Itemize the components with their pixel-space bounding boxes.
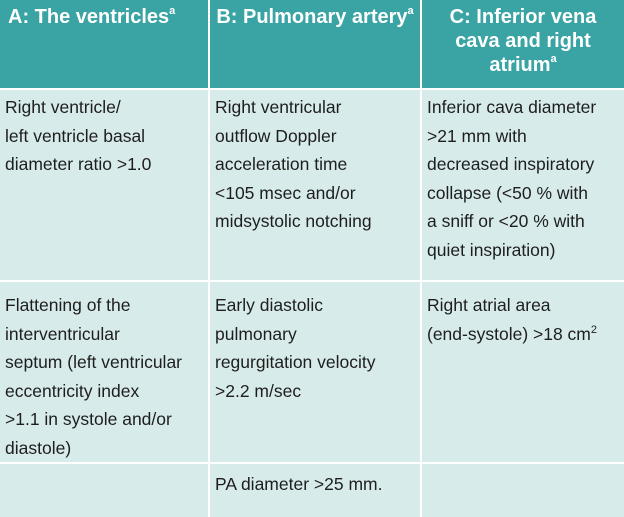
header-row bbox=[0, 0, 624, 89]
table-row bbox=[0, 463, 624, 517]
cell-rvot-acceleration: Right ventricular outflow Doppler acceleration time <105 msec and/or midsystolic notching bbox=[209, 89, 421, 281]
table-row bbox=[0, 281, 624, 463]
header-ivc-right-atrium: C: Inferior vena cava and right atrium$^a$ bbox=[421, 0, 624, 89]
cell-ivc-diameter: Inferior cava diameter >21 mm with decreased inspiratory collapse (<50 % with a sniff or <20 % with quiet inspiration) bbox=[421, 89, 624, 281]
cell-right-atrial-area: Right atrial area (end-systole) >18 $cm^2$ bbox=[421, 281, 624, 463]
cell-septum-flattening: Flattening of the interventricular septum (left ventricular eccentricity index >1.1 in systole and/or diastole) bbox=[0, 281, 209, 463]
cell-pa-diameter: PA diameter >25 mm. bbox=[209, 463, 421, 517]
header-pulmonary-artery: B: Pulmonary artery$^a$ bbox=[209, 0, 421, 89]
cell-rv-lv-ratio: Right ventricle/ left ventricle basal diameter ratio >1.0 bbox=[0, 89, 209, 281]
cell-empty-a bbox=[0, 463, 209, 517]
cell-pulmonary-regurgitation: Early diastolic pulmonary regurgitation velocity >2.2 m/sec bbox=[209, 281, 421, 463]
cell-empty-c bbox=[421, 463, 624, 517]
table-row bbox=[0, 89, 624, 281]
header-ventricles: A: The ventricles$^a$ bbox=[0, 0, 209, 89]
